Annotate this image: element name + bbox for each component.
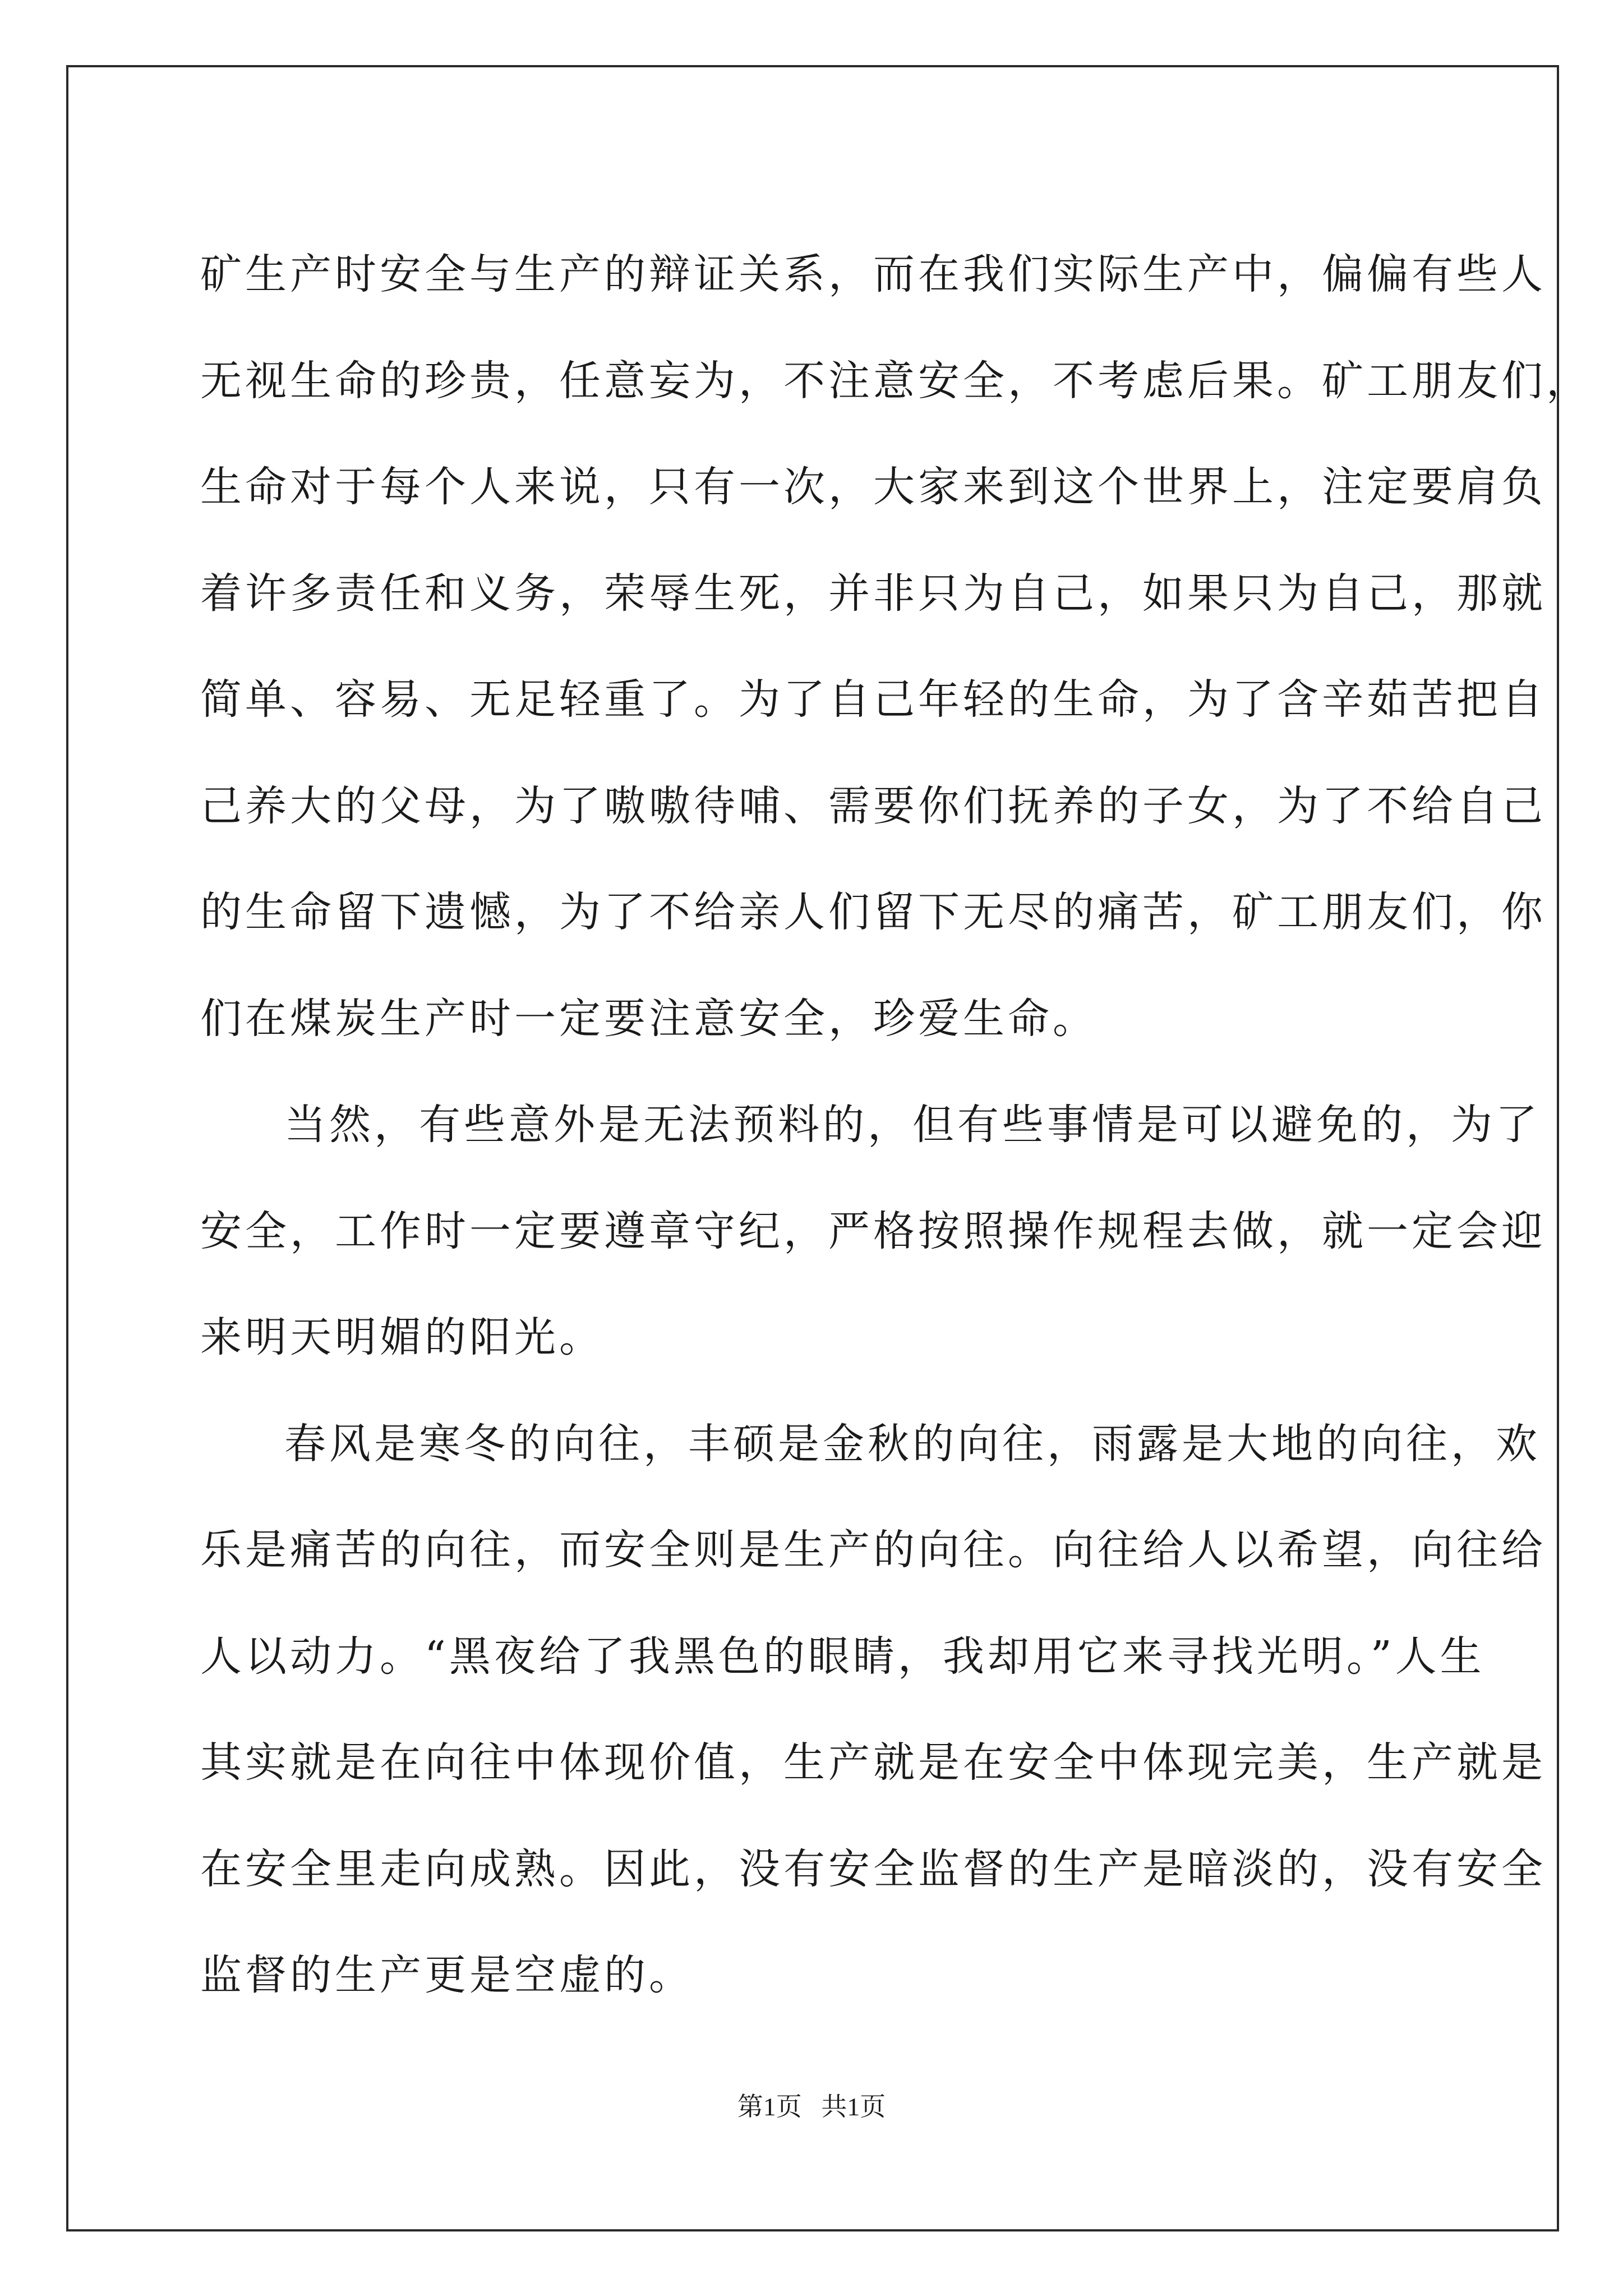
text-line: 着许多责任和义务，荣辱生死，并非只为自己，如果只为自己，那就	[200, 569, 1546, 618]
text-line: 其实就是在向往中体现价值，生产就是在安全中体现完美，生产就是	[200, 1738, 1546, 1787]
text-line: 人以动力。“黑夜给了我黑色的眼睛，我却用它来寻找光明。”人生	[200, 1632, 1485, 1681]
text-line: 监督的生产更是空虚的。	[200, 1951, 694, 1999]
text-line: 安全，工作时一定要遵章守纪，严格按照操作规程去做，就一定会迎	[200, 1207, 1546, 1255]
text-line: 们在煤炭生产时一定要注意安全，珍爱生命。	[200, 994, 1098, 1043]
text-line: 简单、容易、无足轻重了。为了自己年轻的生命，为了含辛茹苦把自	[200, 675, 1546, 724]
text-line: 来明天明媚的阳光。	[200, 1313, 604, 1361]
paragraph-1	[200, 222, 1591, 1072]
text-line: 生命对于每个人来说，只有一次，大家来到这个世界上，注定要肩负	[200, 463, 1546, 511]
document-body	[200, 222, 1591, 2029]
text-line: 矿生产时安全与生产的辩证关系，而在我们实际生产中，偏偏有些人	[200, 250, 1546, 298]
text-line: 的生命留下遗憾，为了不给亲人们留下无尽的痛苦，矿工朋友们，你	[200, 888, 1546, 936]
text-line: 春风是寒冬的向往，丰硕是金秋的向往，雨露是大地的向往，欢	[284, 1419, 1541, 1468]
text-line: 己养大的父母，为了嗷嗷待哺、需要你们抚养的子女，为了不给自己	[200, 781, 1546, 830]
text-line: 当然，有些意外是无法预料的，但有些事情是可以避免的，为了	[284, 1101, 1541, 1149]
text-line: 乐是痛苦的向往，而安全则是生产的向往。向往给人以希望，向往给	[200, 1526, 1546, 1574]
text-line: 在安全里走向成熟。因此，没有安全监督的生产是暗淡的，没有安全	[200, 1844, 1546, 1893]
paragraph-3	[200, 1391, 1546, 2029]
paragraph-2	[200, 1072, 1546, 1391]
page-footer: 第1页 共1页	[737, 2092, 886, 2121]
text-line: 无视生命的珍贵，任意妄为，不注意安全，不考虑后果。矿工朋友们，	[200, 356, 1591, 405]
